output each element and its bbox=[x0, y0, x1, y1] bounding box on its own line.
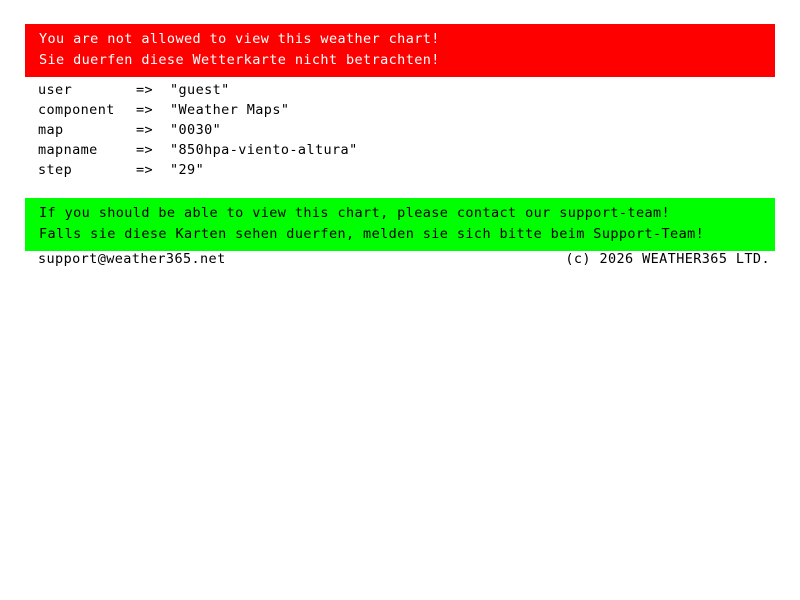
info-banner bbox=[25, 198, 775, 251]
parameter-value: "Weather Maps" bbox=[170, 102, 290, 118]
parameter-row bbox=[38, 120, 778, 140]
parameter-list bbox=[38, 80, 778, 180]
parameter-arrow: => bbox=[136, 102, 154, 118]
parameter-value: "850hpa-viento-altura" bbox=[170, 142, 358, 158]
info-banner-line-en: If you should be able to view this chart, please contact our support-team! bbox=[39, 205, 671, 221]
support-email-link[interactable]: support@weather365.net bbox=[38, 251, 226, 267]
parameter-row bbox=[38, 160, 778, 180]
parameter-key: user bbox=[38, 82, 73, 98]
parameter-value: "29" bbox=[170, 162, 205, 178]
parameter-row bbox=[38, 140, 778, 160]
footer bbox=[38, 249, 770, 269]
info-banner-line-de: Falls sie diese Karten sehen duerfen, melden sie sich bitte beim Support-Team! bbox=[39, 226, 705, 242]
parameter-key: mapname bbox=[38, 142, 98, 158]
copyright-text: (c) 2026 WEATHER365 LTD. bbox=[565, 251, 770, 267]
parameter-arrow: => bbox=[136, 142, 154, 158]
parameter-arrow: => bbox=[136, 82, 154, 98]
parameter-key: map bbox=[38, 122, 64, 138]
error-banner bbox=[25, 24, 775, 77]
parameter-arrow: => bbox=[136, 122, 154, 138]
parameter-row bbox=[38, 80, 778, 100]
parameter-value: "0030" bbox=[170, 122, 222, 138]
parameter-arrow: => bbox=[136, 162, 154, 178]
parameter-key: component bbox=[38, 102, 115, 118]
parameter-value: "guest" bbox=[170, 82, 230, 98]
error-banner-line-en: You are not allowed to view this weather chart! bbox=[39, 31, 440, 47]
error-banner-line-de: Sie duerfen diese Wetterkarte nicht betrachten! bbox=[39, 52, 440, 68]
parameter-key: step bbox=[38, 162, 73, 178]
parameter-row bbox=[38, 100, 778, 120]
